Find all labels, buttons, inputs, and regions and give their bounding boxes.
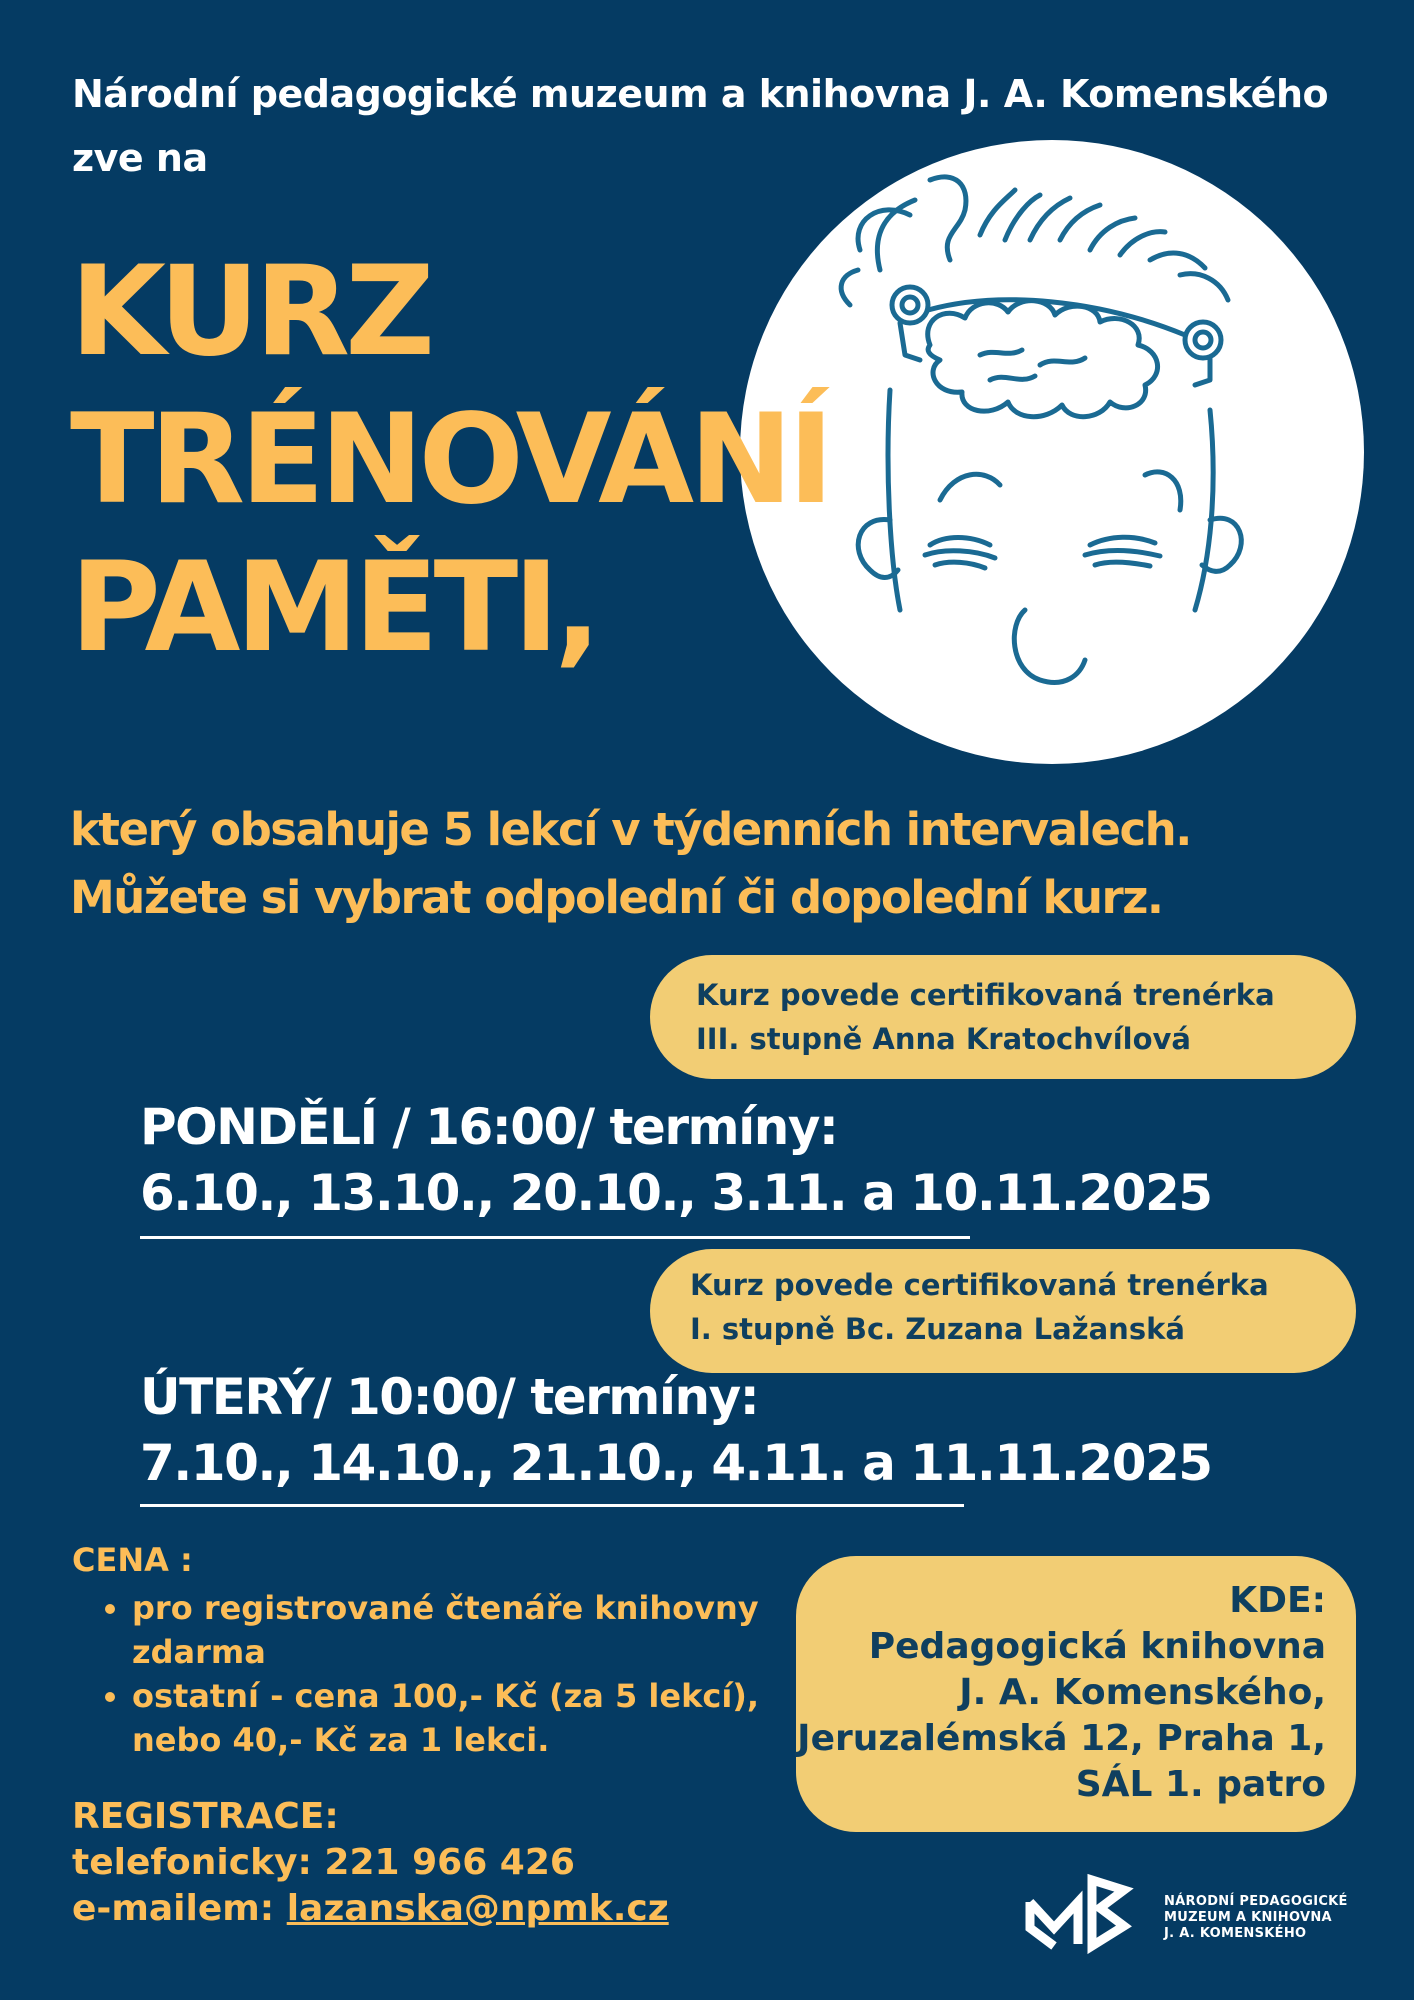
- location-line-1: Pedagogická knihovna: [868, 1626, 1326, 1667]
- schedule-tuesday-heading: ÚTERÝ/ 10:00/ termíny:: [140, 1368, 759, 1426]
- schedule-monday-heading: PONDĚLÍ / 16:00/ termíny:: [140, 1098, 838, 1156]
- organizer-name: Národní pedagogické muzeum a knihovna J. A. Komenského: [72, 72, 1329, 116]
- title-line-3: PAMĚTI,: [70, 536, 597, 680]
- location-line-3: Jeruzalémská 12, Praha 1,: [797, 1718, 1326, 1759]
- logo-line-2: MUZEUM A KNIHOVNA: [1164, 1910, 1332, 1925]
- invitation-text: zve na: [72, 136, 208, 180]
- title-line-1: KURZ: [70, 240, 430, 384]
- registration-email-prefix: e-mailem:: [72, 1888, 287, 1929]
- price-list: [72, 1586, 792, 1762]
- location-line-4: SÁL 1. patro: [1075, 1764, 1326, 1805]
- brain-face-illustration: [740, 140, 1364, 764]
- registration-email-link[interactable]: lazanska@npmk.cz: [286, 1888, 669, 1929]
- registration-email-line: [72, 1886, 669, 1932]
- trainer-badge-1: [650, 955, 1356, 1079]
- logo-line-3: J. A. KOMENSKÉHO: [1164, 1926, 1307, 1941]
- registration-heading: REGISTRACE:: [72, 1796, 339, 1837]
- course-description: [70, 796, 1370, 932]
- title-line-2: TRÉNOVÁNÍ: [70, 388, 830, 532]
- location-box: [796, 1556, 1356, 1832]
- registration-section: [72, 1794, 669, 1932]
- divider-1: [140, 1236, 970, 1239]
- face-drawing-icon: [740, 140, 1364, 764]
- trainer-2-line-1: Kurz povede certifikovaná trenérka: [690, 1268, 1269, 1302]
- npmk-logo: [1024, 1866, 1364, 1956]
- price-item-registered: • pro registrované čtenáře knihovny zdarma: [132, 1586, 792, 1674]
- trainer-1-line-1: Kurz povede certifikovaná trenérka: [696, 978, 1275, 1012]
- location-line-2: J. A. Komenského,: [959, 1672, 1326, 1713]
- schedule-tuesday-dates: 7.10., 14.10., 21.10., 4.11. a 11.11.2025: [140, 1434, 1212, 1492]
- divider-2: [140, 1504, 964, 1507]
- description-line-2: Můžete si vybrat odpolední či dopolední kurz.: [70, 871, 1163, 924]
- price-item-others: • ostatní - cena 100,- Kč (za 5 lekcí), nebo 40,- Kč za 1 lekci.: [132, 1674, 792, 1762]
- npmk-logo-icon: [1024, 1866, 1154, 1956]
- trainer-2-line-2: I. stupně Bc. Zuzana Lažanská: [690, 1312, 1185, 1346]
- location-heading: KDE:: [1229, 1580, 1326, 1621]
- schedule-monday: [140, 1094, 1212, 1226]
- course-title: [70, 238, 829, 682]
- logo-line-1: NÁRODNÍ PEDAGOGICKÉ: [1164, 1894, 1348, 1909]
- price-section: [72, 1538, 792, 1762]
- registration-phone: telefonicky: 221 966 426: [72, 1842, 575, 1883]
- schedule-tuesday: [140, 1364, 1212, 1496]
- schedule-monday-dates: 6.10., 13.10., 20.10., 3.11. a 10.11.2025: [140, 1164, 1212, 1222]
- trainer-1-line-2: III. stupně Anna Kratochvílová: [696, 1022, 1191, 1056]
- trainer-badge-2: [650, 1249, 1356, 1373]
- description-line-1: který obsahuje 5 lekcí v týdenních intervalech.: [70, 803, 1191, 856]
- price-heading: CENA :: [72, 1541, 193, 1579]
